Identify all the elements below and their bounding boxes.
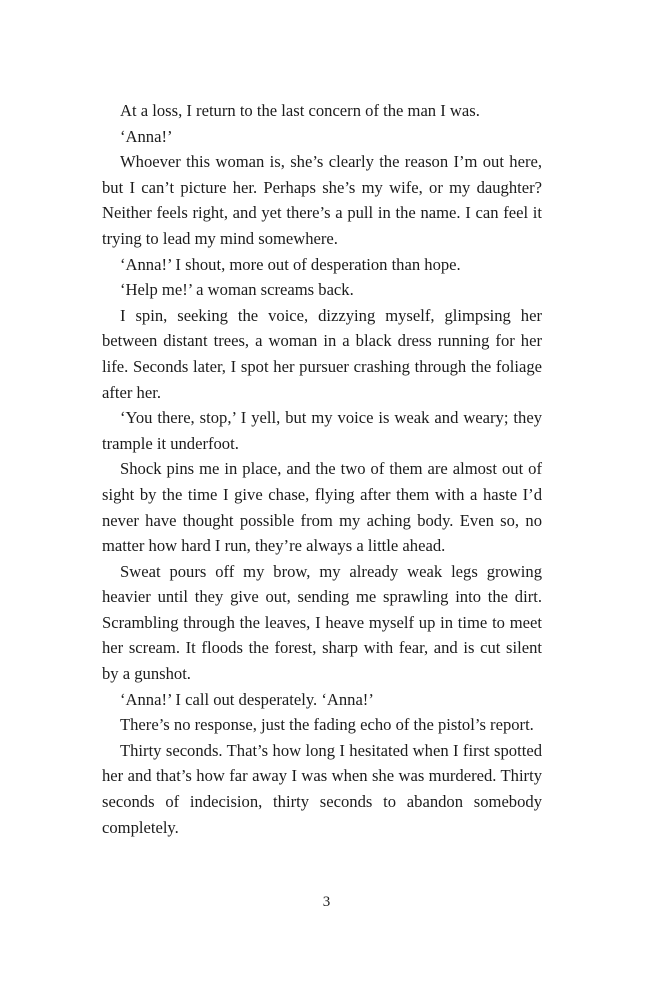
paragraph: ‘You there, stop,’ I yell, but my voice is weak and weary; they trample it underfoot. bbox=[102, 408, 542, 453]
page-number: 3 bbox=[322, 894, 331, 910]
paragraph: Sweat pours off my brow, my already weak legs growing heavier until they give out, sending me sprawling into the dirt. Scrambling through the leaves, I heave myself up in time to meet her scream. It floods the forest, sharp with fear, and is cut silent by a gunshot. bbox=[102, 561, 542, 684]
paragraph: At a loss, I return to the last concern of the man I was. bbox=[120, 101, 480, 120]
paragraph: Thirty seconds. That’s how long I hesitated when I first spotted her and that’s how far away I was when she was murdered. Thirty seconds of indecision, thirty seconds to abandon somebody completely. bbox=[102, 740, 542, 837]
paragraph: There’s no response, just the fading echo of the pistol’s report. bbox=[120, 715, 534, 735]
paragraph: ‘Help me!’ a woman screams back. bbox=[120, 280, 354, 300]
paragraph: Whoever this woman is, she’s clearly the reason I’m out here, but I can’t picture her. Perhaps she’s my wife, or my daughter? Neither feels right, and yet there’s a pull in the name. I can feel it trying to lead my mind somewhere. bbox=[102, 152, 542, 248]
paragraph: ‘Anna!’ I shout, more out of desperation than hope. bbox=[120, 254, 461, 274]
paragraph: I spin, seeking the voice, dizzying myself, glimpsing her between distant trees, a woman in a black dress running for her life. Seconds later, I spot her pursuer crashing through the foliage after her. bbox=[102, 305, 542, 402]
page-body bbox=[102, 98, 542, 840]
paragraph: ‘Anna!’ I call out desperately. ‘Anna!’ bbox=[120, 689, 374, 709]
paragraph: ‘Anna!’ bbox=[120, 126, 173, 146]
paragraph: Shock pins me in place, and the two of them are almost out of sight by the time I give chase, flying after them with a haste I’d never have thought possible from my aching body. Even so, no matter how hard I run, they’re always a little ahead. bbox=[102, 459, 542, 556]
